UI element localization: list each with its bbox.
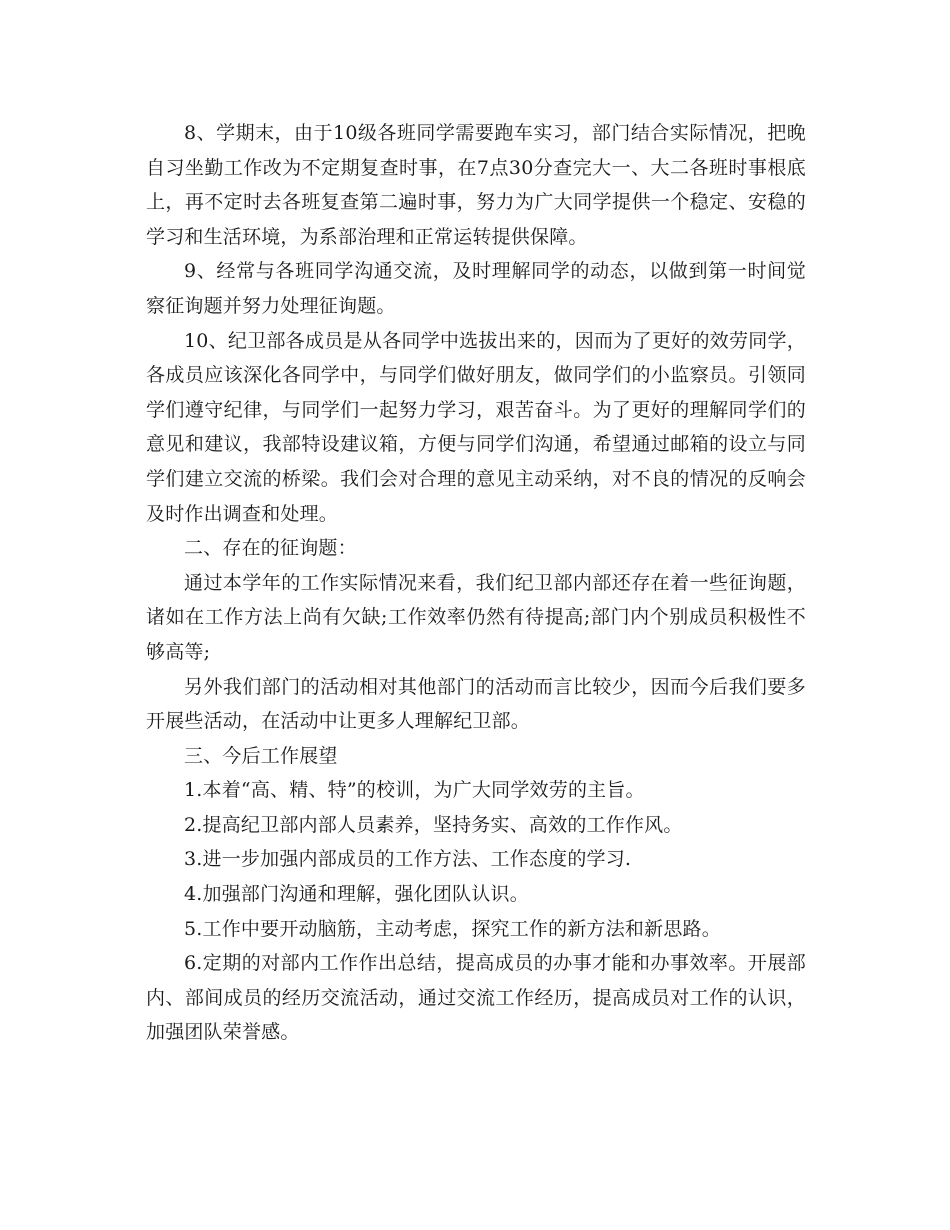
outlook-item-5: 5.工作中要开动脑筋，主动考虑，探究工作的新方法和新思路。 [184, 917, 721, 940]
paragraph-item-10: 10、纪卫部各成员是从各同学中选拔出来的，因而为了更好的效劳同学，各成员应该深化各同学中，与同学们做好朋友，做同学们的小监察员。引领同学们遵守纪律，与同学们一起努力学习，艰苦奋斗。为了更好的理解同学们的意见和建议，我部特设建议箱，方便与同学们沟通，希望通过邮箱的设立与同学们建立交流的桥梁。我们会对合理的意见主动采纳，对不良的情况的反响会及时作出调查和处理。 [146, 329, 806, 525]
paragraph-issues-1: 通过本学年的工作实际情况来看，我们纪卫部内部还存在着一些征询题，诸如在工作方法上尚有欠缺;工作效率仍然有待提高;部门内个别成员积极性不够高等; [146, 571, 806, 663]
section-heading-issues: 二、存在的征询题： [184, 537, 357, 560]
paragraph-item-9: 9、经常与各班同学沟通交流，及时理解同学的动态，以做到第一时间觉察征询题并努力处理征询题。 [146, 260, 806, 317]
paragraph-item-8: 8、学期末，由于10级各班同学需要跑车实习，部门结合实际情况，把晚自习坐勤工作改为不定期复查时事，在7点30分查完大一、大二各班时事根底上，再不定时去各班复查第二遍时事，努力为广大同学提供一个稳定、安稳的学习和生活环境，为系部治理和正常运转提供保障。 [146, 122, 806, 248]
document-body [146, 116, 806, 1050]
outlook-item-2: 2.提高纪卫部内部人员素养，坚持务实、高效的工作作风。 [184, 813, 683, 836]
outlook-item-1: 1.本着“高、精、特”的校训，为广大同学效劳的主旨。 [184, 779, 645, 802]
outlook-item-3: 3.进一步加强内部成员的工作方法、工作态度的学习. [184, 848, 632, 871]
section-heading-outlook: 三、今后工作展望 [184, 744, 338, 767]
outlook-item-4: 4.加强部门沟通和理解，强化团队认识。 [184, 883, 529, 906]
paragraph-issues-2: 另外我们部门的活动相对其他部门的活动而言比较少，因而今后我们要多开展些活动，在活动中让更多人理解纪卫部。 [146, 675, 806, 733]
outlook-item-6: 6.定期的对部内工作作出总结，提高成员的办事才能和办事效率。开展部内、部间成员的经历交流活动，通过交流工作经历，提高成员对工作的认识，加强团队荣誉感。 [146, 952, 806, 1044]
